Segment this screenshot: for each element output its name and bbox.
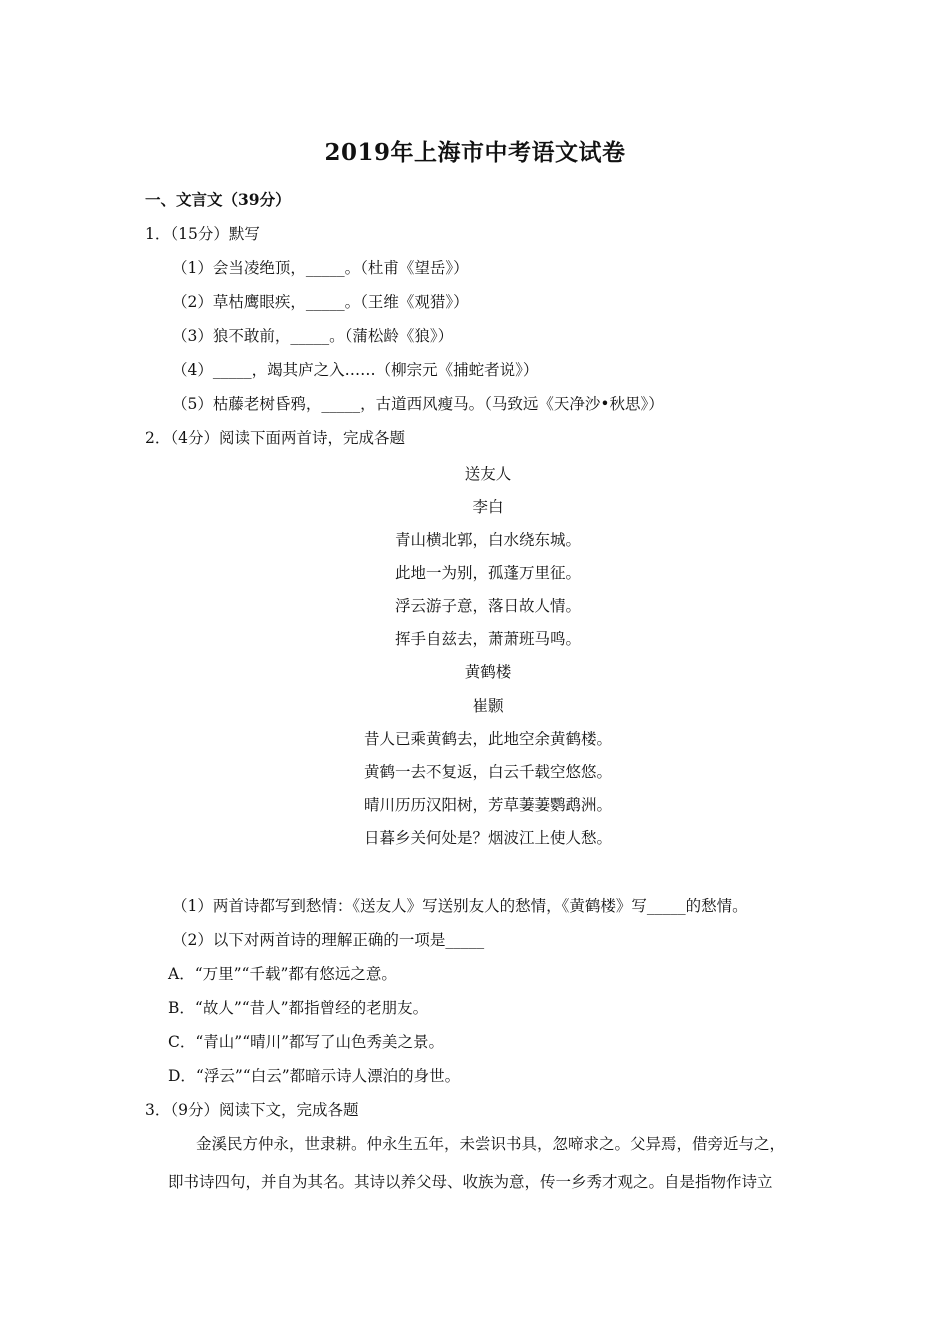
poem-title: 送友人 (464, 465, 512, 483)
question-3-header: 3．（9分）阅读下文，完成各题 (145, 1101, 359, 1119)
question-1-item: （4）_____，竭其庐之入……（柳宗元《捕蛇者说》） (172, 361, 539, 379)
poem-line: 黄鹤一去不复返，白云千载空悠悠。 (363, 763, 612, 781)
section-heading: 一、文言文（39分） (145, 190, 291, 209)
passage-line: 即书诗四句，并自为其名。其诗以养父母、收族为意，传一乡秀才观之。自是指物作诗立 (168, 1173, 773, 1191)
poem-author: 崔颢 (472, 697, 504, 715)
poem-line: 日暮乡关何处是？烟波江上使人愁。 (363, 829, 612, 847)
poem-author: 李白 (472, 498, 504, 516)
option-b: B．“故人”“昔人”都指曾经的老朋友。 (168, 999, 429, 1017)
page-title: 2019年上海市中考语文试卷 (324, 139, 626, 166)
poem-line: 昔人已乘黄鹤去，此地空余黄鹤楼。 (363, 730, 612, 748)
question-1-item: （3）狼不敢前，_____。（蒲松龄《狼》） (172, 327, 454, 345)
poem-line: 浮云游子意，落日故人情。 (394, 597, 581, 615)
question-2-sub: （2）以下对两首诗的理解正确的一项是_____ (172, 931, 485, 949)
passage-line: 金溪民方仲永，世隶耕。仲永生五年，未尝识书具，忽啼求之。父异焉，借旁近与之， (196, 1135, 786, 1153)
option-d: D．“浮云”“白云”都暗示诗人漂泊的身世。 (168, 1067, 461, 1085)
poem-title: 黄鹤楼 (464, 663, 512, 681)
question-2-header: 2．（4分）阅读下面两首诗，完成各题 (145, 429, 405, 447)
question-1-item: （5）枯藤老树昏鸦，_____，古道西风瘦马。（马致远《天净沙•秋思》） (172, 395, 664, 413)
question-1-item: （2）草枯鹰眼疾，_____。（王维《观猎》） (172, 293, 469, 311)
poem-line: 晴川历历汉阳树，芳草萋萋鹦鹉洲。 (363, 796, 612, 814)
question-2-sub: （1）两首诗都写到愁情：《送友人》写送别友人的愁情，《黄鹤楼》写_____的愁情。 (172, 897, 748, 915)
question-1-item: （1）会当凌绝顶，_____。（杜甫《望岳》） (172, 259, 469, 277)
poem-line: 挥手自兹去，萧萧班马鸣。 (394, 630, 581, 648)
option-a: A．“万里”“千载”都有悠远之意。 (168, 965, 397, 983)
poem-line: 此地一为别，孤蓬万里征。 (394, 564, 581, 582)
question-1-header: 1．（15分）默写 (145, 225, 260, 243)
option-c: C．“青山”“晴川”都写了山色秀美之景。 (168, 1033, 445, 1051)
poem-line: 青山横北郭，白水绕东城。 (394, 531, 581, 549)
